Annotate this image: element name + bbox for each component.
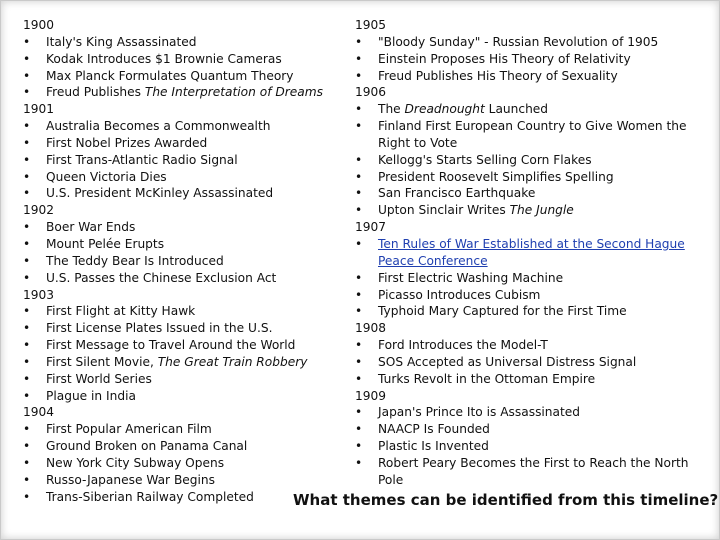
year-heading: 1909: [355, 388, 387, 403]
event-text: First Message to Travel Around the World: [46, 338, 296, 353]
timeline-event: [355, 421, 705, 438]
timeline-right-column: [355, 17, 705, 489]
event-text: Finland First European Country to Give Women the Right to Vote: [378, 119, 687, 150]
timeline-event: [23, 455, 338, 472]
event-text: Boer War Ends: [46, 220, 136, 235]
event-text: First Trans-Atlantic Radio Signal: [46, 152, 238, 167]
timeline-event: [23, 185, 338, 202]
event-text: Plague in India: [46, 388, 136, 403]
timeline-event: [355, 287, 705, 304]
event-text: Australia Becomes a Commonwealth: [46, 119, 271, 134]
timeline-event: [355, 354, 705, 371]
timeline-event: [355, 438, 705, 455]
year-heading: 1900: [23, 18, 55, 32]
event-text: New York City Subway Opens: [46, 455, 225, 470]
timeline-event: [23, 51, 338, 68]
event-text: Japan's Prince Ito is Assassinated: [378, 405, 581, 420]
timeline-event: [355, 270, 705, 287]
event-text: Picasso Introduces Cubism: [378, 287, 541, 302]
timeline-event: [23, 337, 338, 354]
event-text-after: Launched: [484, 102, 549, 117]
timeline-event: [355, 101, 705, 118]
year-heading: 1903: [23, 287, 55, 302]
event-text: First World Series: [46, 371, 152, 386]
year-heading: 1908: [355, 321, 387, 336]
event-text: First Silent Movie,: [46, 354, 158, 369]
timeline-event: [23, 270, 338, 287]
event-link[interactable]: Ten Rules of War Established at the Second Hague Peace Conference: [378, 236, 685, 268]
timeline-event: [23, 320, 338, 337]
timeline-event: [355, 404, 705, 421]
event-text: San Francisco Earthquake: [378, 186, 536, 201]
event-text: First Flight at Kitty Hawk: [46, 304, 196, 319]
timeline-event: [23, 118, 338, 135]
event-text: Freud Publishes His Theory of Sexuality: [378, 68, 618, 83]
timeline-event: [355, 51, 705, 68]
timeline-event: [355, 68, 705, 85]
timeline-event: [23, 388, 338, 405]
timeline-event: [355, 202, 705, 219]
event-text: Trans-Siberian Railway Completed: [46, 489, 254, 504]
timeline-event: [23, 371, 338, 388]
event-text: First Nobel Prizes Awarded: [46, 135, 208, 150]
event-text: Upton Sinclair Writes: [378, 203, 510, 218]
year-heading: 1907: [355, 220, 387, 235]
event-title-italic: The Interpretation of Dreams: [144, 85, 323, 100]
event-text: Italy's King Assassinated: [46, 34, 197, 49]
event-text: Plastic Is Invented: [378, 439, 489, 454]
event-text: U.S. President McKinley Assassinated: [46, 186, 274, 201]
timeline-event: [23, 489, 338, 506]
timeline-left-column: [23, 17, 338, 505]
event-text: SOS Accepted as Universal Distress Signal: [378, 354, 637, 369]
event-text: Freud Publishes: [46, 85, 145, 100]
year-heading: 1902: [23, 203, 55, 218]
event-text: Queen Victoria Dies: [46, 169, 167, 184]
timeline-event: [23, 68, 338, 85]
event-text: Kellogg's Starts Selling Corn Flakes: [378, 152, 592, 167]
discussion-question: What themes can be identified from this timeline?: [293, 491, 719, 509]
event-text: First Electric Washing Machine: [378, 270, 564, 285]
timeline-event: [23, 135, 338, 152]
timeline-event[interactable]: [355, 236, 705, 270]
timeline-event: [23, 169, 338, 186]
timeline-event: [355, 185, 705, 202]
event-text: Kodak Introduces $1 Brownie Cameras: [46, 51, 282, 66]
timeline-event: [23, 236, 338, 253]
year-heading: 1904: [23, 405, 55, 420]
event-title-italic: The Great Train Robbery: [157, 354, 308, 369]
timeline-event: [355, 337, 705, 354]
event-text: Max Planck Formulates Quantum Theory: [46, 68, 294, 83]
timeline-event: [355, 118, 705, 152]
event-text: Russo-Japanese War Begins: [46, 472, 215, 487]
event-text: The Teddy Bear Is Introduced: [46, 253, 224, 268]
event-text: Ford Introduces the Model-T: [378, 338, 548, 353]
timeline-event: [23, 152, 338, 169]
timeline-event: [23, 421, 338, 438]
timeline-event: [355, 455, 705, 489]
event-text: U.S. Passes the Chinese Exclusion Act: [46, 270, 277, 285]
event-text: Mount Pelée Erupts: [46, 236, 165, 251]
event-text: First License Plates Issued in the U.S.: [46, 321, 273, 336]
event-text: Einstein Proposes His Theory of Relativity: [378, 51, 631, 66]
timeline-event: [23, 303, 338, 320]
event-text: The: [378, 102, 405, 117]
year-heading: 1901: [23, 102, 55, 117]
event-text: President Roosevelt Simplifies Spelling: [378, 169, 614, 184]
event-text: Ground Broken on Panama Canal: [46, 439, 248, 454]
event-text: Robert Peary Becomes the First to Reach the North Pole: [378, 455, 689, 487]
event-text: Turks Revolt in the Ottoman Empire: [378, 371, 596, 386]
timeline-event: [355, 34, 705, 51]
event-text: NAACP Is Founded: [378, 422, 490, 437]
timeline-event: [23, 472, 338, 489]
event-text: "Bloody Sunday" - Russian Revolution of 1905: [378, 34, 659, 49]
timeline-event: [355, 371, 705, 388]
event-text: First Popular American Film: [46, 422, 212, 437]
timeline-event: [23, 253, 338, 270]
year-heading: 1905: [355, 18, 387, 32]
timeline-event: [23, 84, 338, 101]
year-heading: 1906: [355, 85, 387, 100]
timeline-event: [23, 34, 338, 51]
timeline-event: [23, 354, 338, 371]
event-title-italic: Dreadnought: [404, 102, 485, 117]
timeline-event: [355, 303, 705, 320]
event-text: Typhoid Mary Captured for the First Time: [378, 304, 627, 319]
timeline-event: [355, 152, 705, 169]
timeline-event: [23, 438, 338, 455]
timeline-event: [355, 169, 705, 186]
timeline-event: [23, 219, 338, 236]
event-title-italic: The Jungle: [509, 203, 574, 218]
